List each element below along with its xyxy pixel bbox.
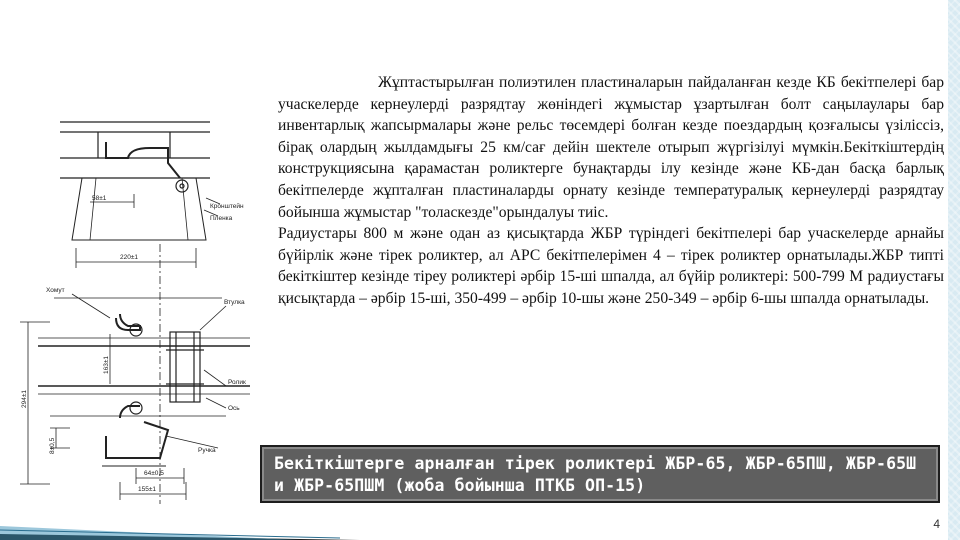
label-rolik: Ролик xyxy=(228,379,246,386)
dim-8: 8±0,5 xyxy=(49,437,56,454)
dim-163: 163±1 xyxy=(103,355,110,374)
page-number: 4 xyxy=(933,517,940,531)
paragraph-1: Жұптастырылған полиэтилен пластиналарын пайдаланған кезде КБ бекітпелері бар учаскелерде кернеулерді разрядтау жөніндегі жұмыстар ұзартылған болт саңылаулары бар инвентарлық жапсырмалары және рельс төсемдері болған кезде поездардың қозғалысы үзіліссіз, бірақ олардың жылдамдығы 25 км/сағ дейін шектеле отырып жүргізілуі мүмкін.Бекіткіштердің конструкциясына қарамастан роликтерге бунақтарды ілу кезінде және КБ-дан басқа барлық бекітпелерде жұпталған пластиналарды орнату кезінде температуралық кернеулерді разрядтау бойынша жұмыстар "толаскезде"орындалуы тиіс. xyxy=(278,74,944,221)
label-vtulka: Втулка xyxy=(224,299,245,306)
label-plenka: Пленка xyxy=(210,215,233,222)
paragraph-2: Радиустары 800 м және одан аз қисықтарда ЖБР түріндегі бекітпелері бар учаскелерде арнайы бүйірлік және тірек роликтер, ал АРС бекітпелерімен 4 – тірек роликтер орнатылады.ЖБР типті бекіткіштер кезінде тіреу роликтері әрбір 15-ші шпалда, ал бүйір роликтері: 500-799 М радиустағы қисықтарда – әрбір 15-ші, 350-499 – әрбір 10-шы және 250-349 – әрбір 6-шы шпалда орнатылады. xyxy=(278,225,944,307)
dim-294: 294±1 xyxy=(21,389,28,408)
dim-64: 64±0,5 xyxy=(144,470,164,477)
drawing-svg xyxy=(10,118,265,508)
label-ruchka: Ручка xyxy=(198,447,216,454)
label-os: Ось xyxy=(228,405,240,412)
dim-155: 155±1 xyxy=(138,486,157,493)
label-homut: Хомут xyxy=(46,287,65,294)
roller-technical-drawing xyxy=(10,118,265,508)
label-kronshtein: Кронштейн xyxy=(210,203,244,210)
caption-text: Бекіткіштерге арналған тірек роликтері ЖБР-65, ЖБР-65ПШ, ЖБР-65Ш и ЖБР-65ПШМ (жоба бойынша ПТКБ ОП-15) xyxy=(274,454,917,495)
caption-box xyxy=(260,445,940,503)
body-text xyxy=(278,72,944,310)
dim-220: 220±1 xyxy=(120,254,139,261)
decorative-stripes xyxy=(0,500,360,540)
dim-58: 58±1 xyxy=(92,195,107,202)
